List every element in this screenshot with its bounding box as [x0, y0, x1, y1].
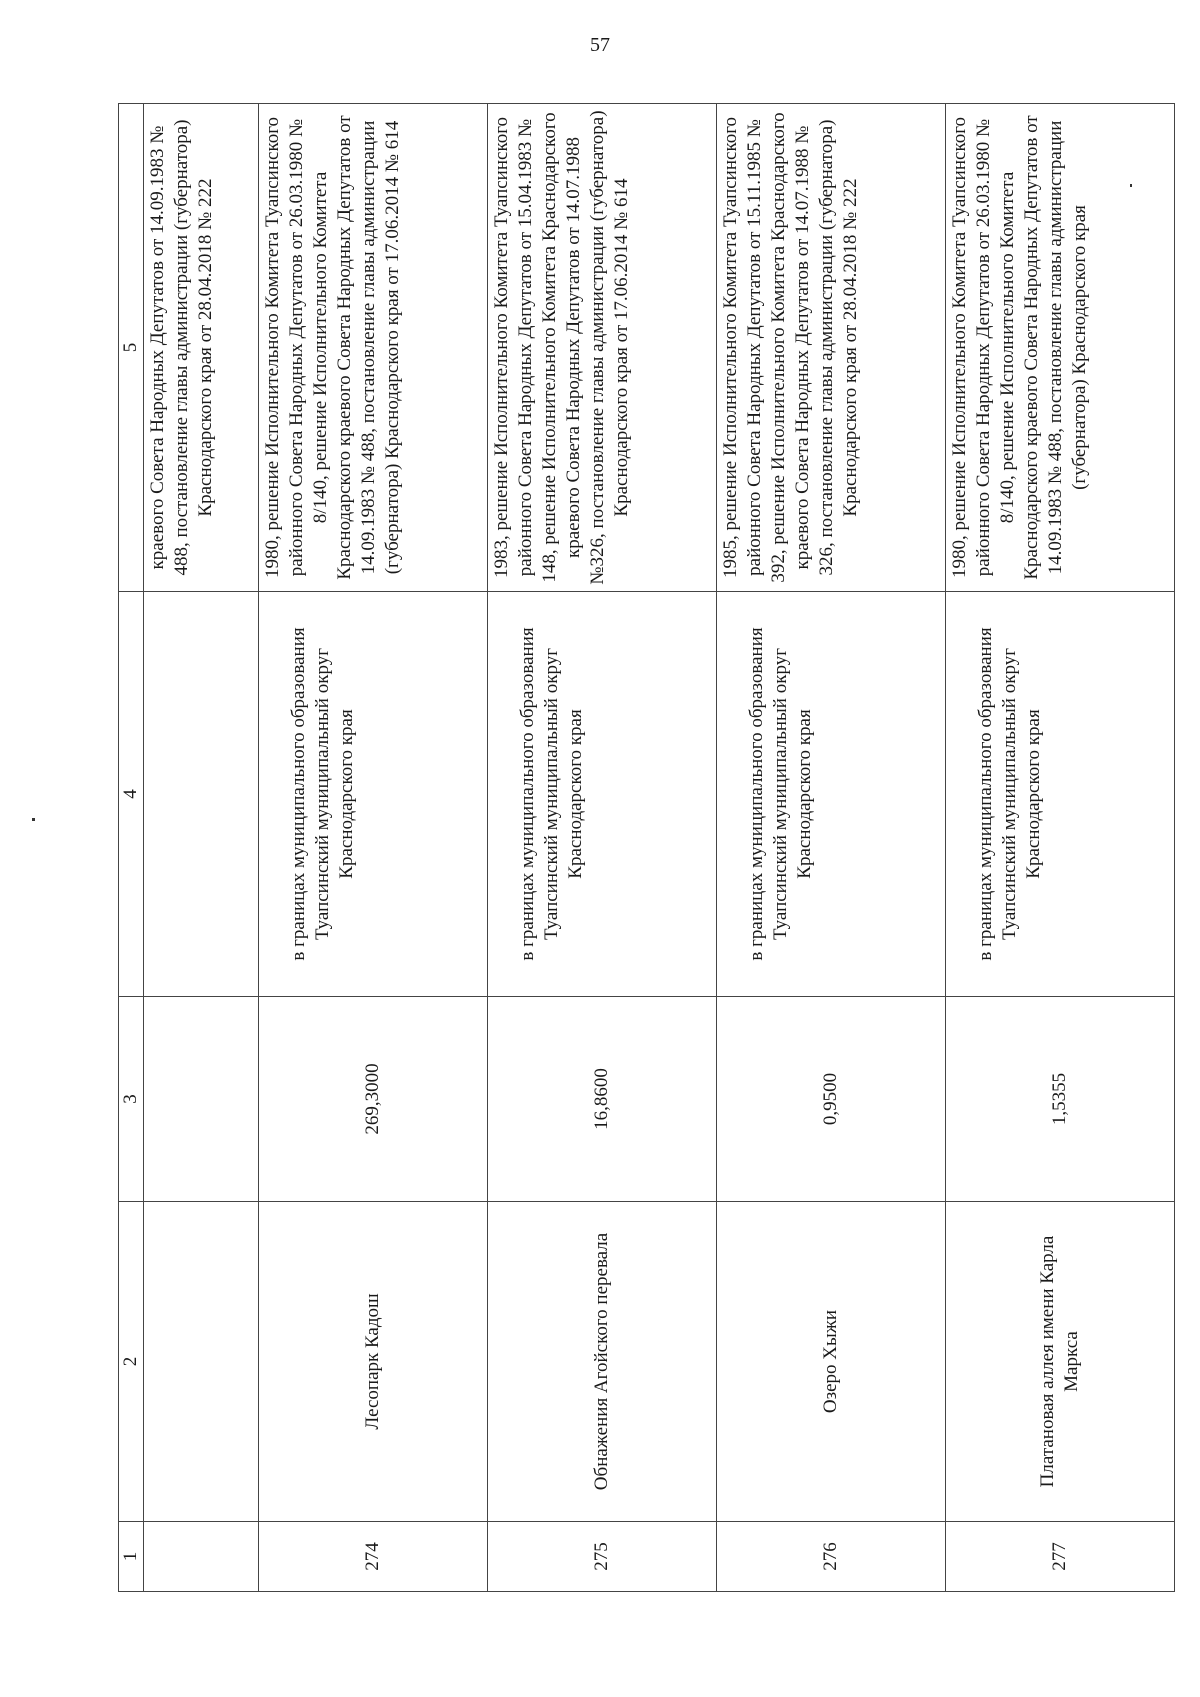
object-location: в границах муниципального образования Туапсинский муниципальный округ Краснодарского края	[259, 592, 488, 997]
rotated-table-container	[118, 104, 1090, 1592]
row-number: 276	[717, 1522, 946, 1592]
table-row	[946, 104, 1175, 1592]
object-area: 16,8600	[488, 997, 717, 1202]
object-name: Озеро Хыжи	[717, 1202, 946, 1522]
table-row	[717, 104, 946, 1592]
header-cell-3: 3	[119, 997, 144, 1202]
header-cell-2: 2	[119, 1202, 144, 1522]
object-location: в границах муниципального образования Туапсинский муниципальный округ Краснодарского края	[488, 592, 717, 997]
object-name: Платановая аллея имени Карла Маркса	[946, 1202, 1175, 1522]
header-row	[119, 104, 144, 1592]
object-location: в границах муниципального образования Туапсинский муниципальный округ Краснодарского края	[717, 592, 946, 997]
object-name: Обнажения Агойского перевала	[488, 1202, 717, 1522]
table-row	[488, 104, 717, 1592]
object-basis: 1983, решение Исполнительного Комитета Туапсинского районного Совета Народных Депутатов от 15.04.1983 № 148, решение Исполнительного Комитета Краснодарского краевого Совета Народных Депутатов от 14.07.1988 №326, постановление главы администрации (губернатора) Краснодарского края от 17.06.2014 № 614	[488, 104, 717, 592]
object-basis: 1985, решение Исполнительного Комитета Туапсинского районного Совета Народных Депутатов от 15.11.1985 № 392, решение Исполнительного Комитета Краснодарского краевого Совета Народных Депутатов от 14.07.1988 № 326, постановление главы администрации (губернатора) Краснодарского края от 28.04.2018 № 222	[717, 104, 946, 592]
object-basis: 1980, решение Исполнительного Комитета Туапсинского районного Совета Народных Депутатов от 26.03.1980 № 8/140, решение Исполнительного Комитета Краснодарского краевого Совета Народных Депутатов от 14.09.1983 № 488, постановление главы администрации (губернатора) Краснодарского края от 17.06.2014 № 614	[259, 104, 488, 592]
header-cell-1: 1	[119, 1522, 144, 1592]
object-area: 269,3000	[259, 997, 488, 1202]
header-cell-4: 4	[119, 592, 144, 997]
object-name: Лесопарк Кадош	[259, 1202, 488, 1522]
natural-objects-table	[118, 103, 1175, 1592]
table-row	[259, 104, 488, 1592]
page-number: 57	[590, 34, 610, 56]
continuation-cell-3	[144, 997, 259, 1202]
object-area: 1,5355	[946, 997, 1175, 1202]
object-basis: 1980, решение Исполнительного Комитета Туапсинского районного Совета Народных Депутатов от 26.03.1980 № 8/140, решение Исполнительного Комитета Краснодарского краевого Совета Народных Депутатов от 14.09.1983 № 488, постановление главы администрации (губернатора) Краснодарского края	[946, 104, 1175, 592]
object-location: в границах муниципального образования Туапсинский муниципальный округ Краснодарского края	[946, 592, 1175, 997]
continuation-cell-1	[144, 1522, 259, 1592]
continuation-cell-4	[144, 592, 259, 997]
continuation-cell-2	[144, 1202, 259, 1522]
continuation-basis: краевого Совета Народных Депутатов от 14.09.1983 № 488, постановление главы администрации (губернатора) Краснодарского края от 28.04.2018 № 222	[144, 104, 259, 592]
object-area: 0,9500	[717, 997, 946, 1202]
continuation-row	[144, 104, 259, 1592]
table-frame	[118, 104, 1090, 1592]
row-number: 277	[946, 1522, 1175, 1592]
row-number: 275	[488, 1522, 717, 1592]
scan-speck	[32, 818, 35, 821]
header-cell-5: 5	[119, 104, 144, 592]
row-number: 274	[259, 1522, 488, 1592]
